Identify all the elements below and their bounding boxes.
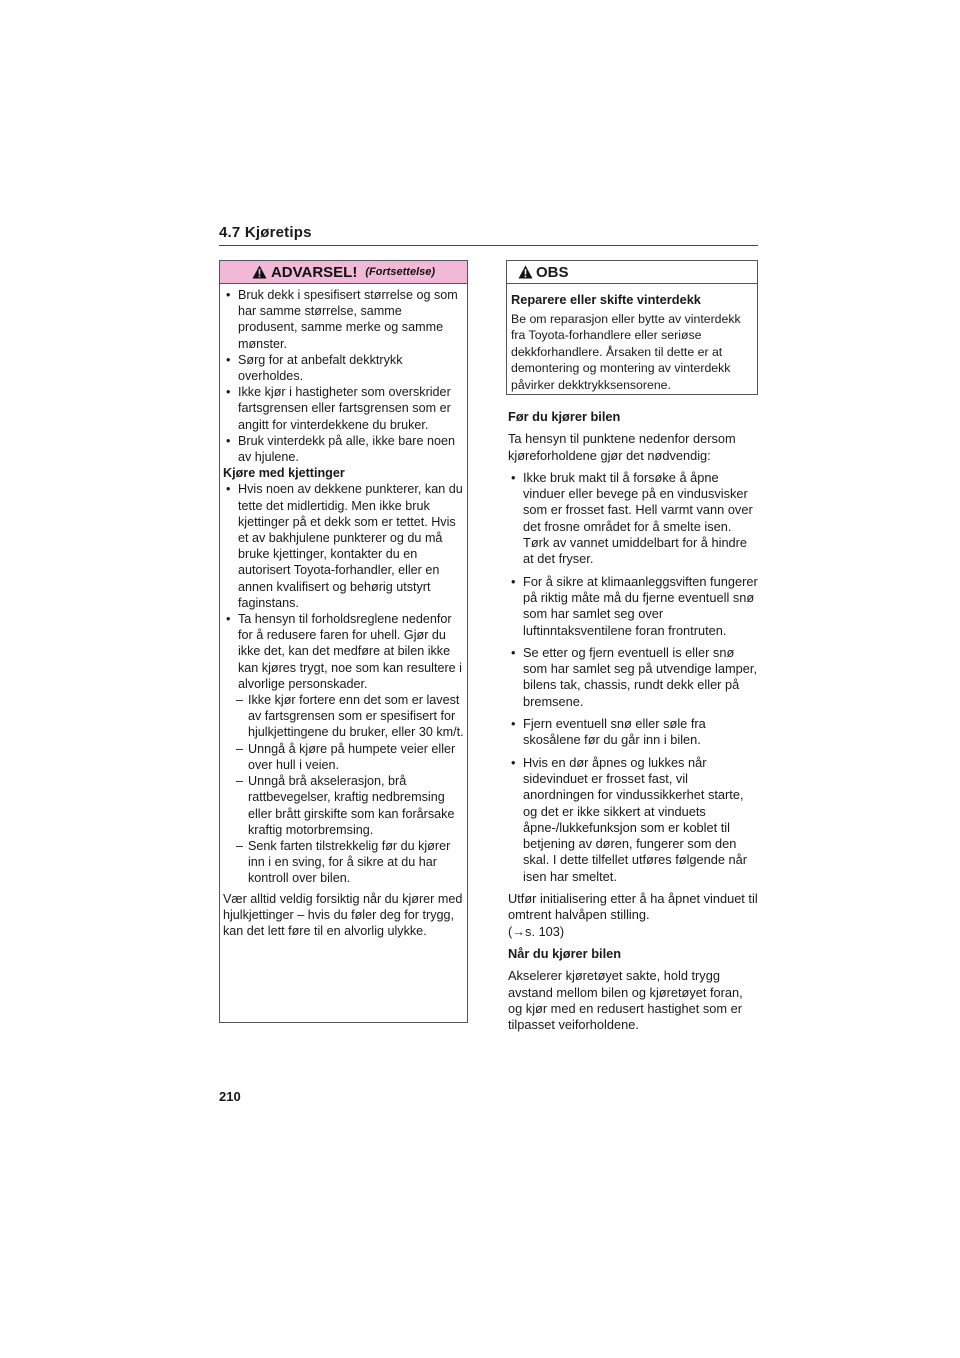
warning-closing: Vær alltid veldig forsiktig når du kjører med hjulkjettinger – hvis du føler deg for trygg, kan det lett føre til en alvorlig ulykke. <box>223 891 463 938</box>
dash-item: – Senk farten tilstrekkelig før du kjører inn i en sving, for å sikre at du har kontroll over bilen. <box>223 838 464 887</box>
warning-title: ADVARSEL! <box>270 263 358 281</box>
list-item: • Bruk dekk i spesifisert størrelse og som har samme størrelse, samme produsent, samme merke og samme mønster. <box>223 287 464 352</box>
notice-body <box>507 284 757 393</box>
notice-subheading: Reparere eller skifte vinterdekk <box>511 292 701 307</box>
dash-item: – Ikke kjør fortere enn det som er lavest av fartsgrensen som er spesifisert for hjulkjettingene du bruker, eller 30 km/t. <box>223 692 464 741</box>
list-item: • Se etter og fjern eventuell is eller snø som har samlet seg på utvendige lamper, bilens tak, chassis, rundt dekk eller på bremsene. <box>508 645 760 710</box>
list-item: • Ikke kjør i hastigheter som overskrider fartsgrensen eller fartsgrensen som er angitt for vinterdekkene du bruker. <box>223 384 464 433</box>
section-header <box>219 223 758 246</box>
caution-triangle-icon <box>518 265 533 279</box>
dash-item: – Unngå å kjøre på humpete veier eller over hull i veien. <box>223 741 464 773</box>
notice-box <box>506 260 758 395</box>
page-reference-link[interactable]: (→s. 103) <box>508 923 565 939</box>
precaution-list <box>223 692 464 886</box>
before-driving-list <box>508 470 760 885</box>
list-item <box>223 481 464 611</box>
list-item-text: Ta hensyn til forholdsreglene nedenfor for å redusere faren for uhell. Gjør du ikke det, kan det medføre at bilen ikke kan kjøres trygt, noe som kan resultere i alvorlige personskader. <box>238 612 462 691</box>
warning-triangle-icon <box>252 265 267 279</box>
before-driving-intro: Ta hensyn til punktene nedenfor dersom kjøreforholdene gjør det nødvendig: <box>508 431 736 463</box>
list-item: • Fjern eventuell snø eller søle fra skosålene før du går inn i bilen. <box>508 716 760 749</box>
dash-item: – Unngå brå akselerasjon, brå rattbevegelser, kraftig nedbremsing eller brått girskifte som kan forårsake kraftig motorbremsing. <box>223 773 464 838</box>
main-column <box>508 406 760 1039</box>
list-item: • Bruk vinterdekk på alle, ikke bare noen av hjulene. <box>223 433 464 465</box>
warning-chains-list <box>223 481 464 886</box>
while-driving-heading: Når du kjører bilen <box>508 945 622 961</box>
notice-text: Be om reparasjon eller bytte av vinterdekk fra Toyota-forhandlere eller seriøse dekkforhandlere. Årsaken til dette er at demontering og montering av vinterdekk påvirker dekktrykksensorene. <box>511 312 741 392</box>
initialization-text <box>508 891 760 940</box>
notice-header <box>507 261 757 284</box>
list-item: • Hvis en dør åpnes og lukkes når sidevinduet er frosset fast, vil anordningen for vindussikkerhet starte, og det er ikke sikkert at vinduets åpne-/lukkefunksjon som er koblet til betjening av døren, fungerer som den skal. I dette tilfellet utføres følgende når isen har smeltet. <box>508 755 760 885</box>
warning-header <box>220 261 467 284</box>
page-number: 210 <box>219 1089 241 1104</box>
initialization-instruction: Utfør initialisering etter å ha åpnet vinduet til omtrent halvåpen stilling. <box>508 891 758 923</box>
notice-title: OBS <box>536 263 569 281</box>
list-item <box>223 611 464 886</box>
while-driving-text: Akselerer kjøretøyet sakte, hold trygg avstand mellom bilen og kjøretøyet foran, og kjør med en redusert hastighet som er tilpasset veiforholdene. <box>508 968 743 1033</box>
warning-body <box>220 284 467 939</box>
warning-box <box>219 260 468 1023</box>
warning-continued: (Fortsettelse) <box>365 266 436 278</box>
chains-heading: Kjøre med kjettinger <box>223 466 345 481</box>
section-title: 4.7 Kjøretips <box>219 224 312 241</box>
list-item: • Ikke bruk makt til å forsøke å åpne vinduer eller bevege på en vindusvisker som er frosset fast. Hell varmt vann over det frosne området for å smelte isen. Tørk av vannet umiddelbart for å hindre at det fryser. <box>508 470 760 568</box>
list-item-text: Hvis noen av dekkene punkterer, kan du tette det midlertidig. Men ikke bruk kjettinger på et dekk som er tettet. Hvis et av bakhjulene punkterer og du må bruke kjettinger, kontakter du en autorisert Toyota-forhandler, eller en annen kvalifisert og behørig utstyrt faginstans. <box>238 482 463 610</box>
warning-tire-list <box>223 287 464 465</box>
before-driving-heading: Før du kjører bilen <box>508 409 621 424</box>
list-item: • For å sikre at klimaanleggsviften fungerer på riktig måte må du fjerne eventuell snø som har samlet seg over luftinntaksventilene foran frontruten. <box>508 574 760 639</box>
list-item: • Sørg for at anbefalt dekktrykk overholdes. <box>223 352 464 384</box>
